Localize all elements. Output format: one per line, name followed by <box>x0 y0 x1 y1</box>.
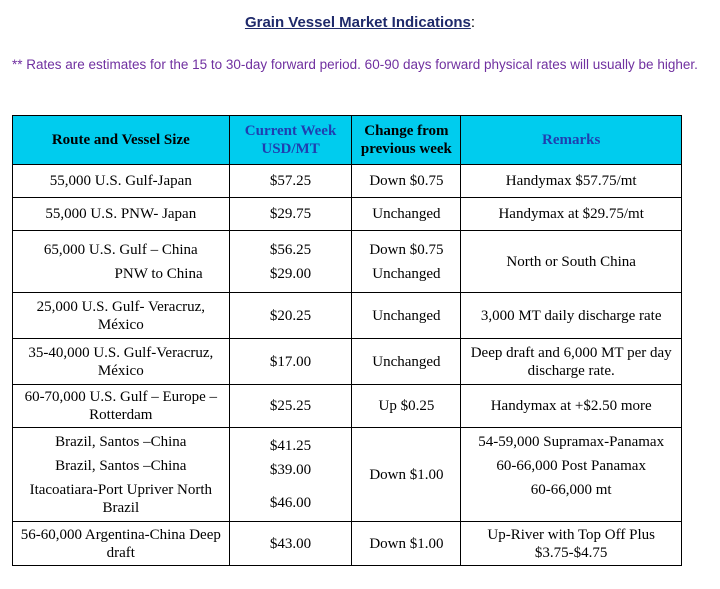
route-cell: 55,000 U.S. PNW- Japan <box>13 198 230 231</box>
remarks-cell: 3,000 MT daily discharge rate <box>461 293 682 339</box>
change-cell: Down $1.00 <box>352 522 461 566</box>
change-cell: Unchanged <box>352 293 461 339</box>
change-cell <box>352 231 461 293</box>
change-cell: Down $0.75 <box>352 165 461 198</box>
remarks-cell: Handymax $57.75/mt <box>461 165 682 198</box>
table-row <box>13 385 682 428</box>
change-cell: Unchanged <box>352 339 461 385</box>
current-rate-cell: $43.00 <box>229 522 352 566</box>
current-rate-cell <box>229 428 352 522</box>
header-remarks: Remarks <box>461 116 682 165</box>
table-row <box>13 522 682 566</box>
remarks-cell: Deep draft and 6,000 MT per day discharge rate. <box>461 339 682 385</box>
remarks-line: 60-66,000 Post Panamax <box>496 458 646 474</box>
route-cell: 25,000 U.S. Gulf- Veracruz, México <box>13 293 230 339</box>
current-rate-cell: $17.00 <box>229 339 352 385</box>
route-cell: 55,000 U.S. Gulf-Japan <box>13 165 230 198</box>
change-cell: Down $1.00 <box>352 428 461 522</box>
change-line: Unchanged <box>372 265 441 282</box>
remarks-line: 54-59,000 Supramax-Panamax <box>478 434 665 450</box>
remarks-cell <box>461 428 682 522</box>
route-line: 65,000 U.S. Gulf – China <box>43 241 198 258</box>
table-row <box>13 339 682 385</box>
rates-note: ** Rates are estimates for the 15 to 30-day forward period. 60-90 days forward physical rates will usually be higher. <box>12 57 698 72</box>
route-cell <box>13 428 230 522</box>
route-cell <box>13 231 230 293</box>
route-cell: 35-40,000 U.S. Gulf-Veracruz, México <box>13 339 230 385</box>
current-rate-cell: $20.25 <box>229 293 352 339</box>
header-current-week: Current Week USD/MT <box>229 116 352 165</box>
remarks-line: 60-66,000 mt <box>530 482 612 498</box>
route-cell: 56-60,000 Argentina-China Deep draft <box>13 522 230 566</box>
table-header-row <box>13 116 682 165</box>
route-cell: 60-70,000 U.S. Gulf – Europe – Rotterdam <box>13 385 230 428</box>
table-row <box>13 231 682 293</box>
remarks-cell: Handymax at +$2.50 more <box>461 385 682 428</box>
rate-line: $39.00 <box>269 462 312 478</box>
rate-line: $56.25 <box>269 241 312 258</box>
table-row <box>13 428 682 522</box>
page-title <box>0 14 720 31</box>
title-colon: : <box>470 14 476 31</box>
current-rate-cell: $29.75 <box>229 198 352 231</box>
header-change: Change from previous week <box>352 116 461 165</box>
change-cell: Up $0.25 <box>352 385 461 428</box>
route-line: Itacoatiara-Port Upriver North Brazil <box>29 481 213 516</box>
remarks-cell: Up-River with Top Off Plus $3.75-$4.75 <box>461 522 682 566</box>
remarks-cell: Handymax at $29.75/mt <box>461 198 682 231</box>
vessel-rates-table <box>12 115 682 566</box>
table-row <box>13 198 682 231</box>
change-cell: Unchanged <box>352 198 461 231</box>
title-text: Grain Vessel Market Indications <box>244 14 471 31</box>
current-rate-cell: $25.25 <box>229 385 352 428</box>
remarks-cell: North or South China <box>461 231 682 293</box>
rate-line: $29.00 <box>269 265 312 282</box>
header-route: Route and Vessel Size <box>13 116 230 165</box>
route-line: Brazil, Santos –China <box>55 433 187 450</box>
route-line: Brazil, Santos –China <box>55 457 187 474</box>
rate-line: $41.25 <box>269 438 312 454</box>
table-row <box>13 293 682 339</box>
change-line: Down $0.75 <box>369 241 444 258</box>
current-rate-cell <box>229 231 352 293</box>
route-line: PNW to China <box>114 265 203 282</box>
table-row <box>13 165 682 198</box>
current-rate-cell: $57.25 <box>229 165 352 198</box>
rate-line: $46.00 <box>269 495 312 511</box>
